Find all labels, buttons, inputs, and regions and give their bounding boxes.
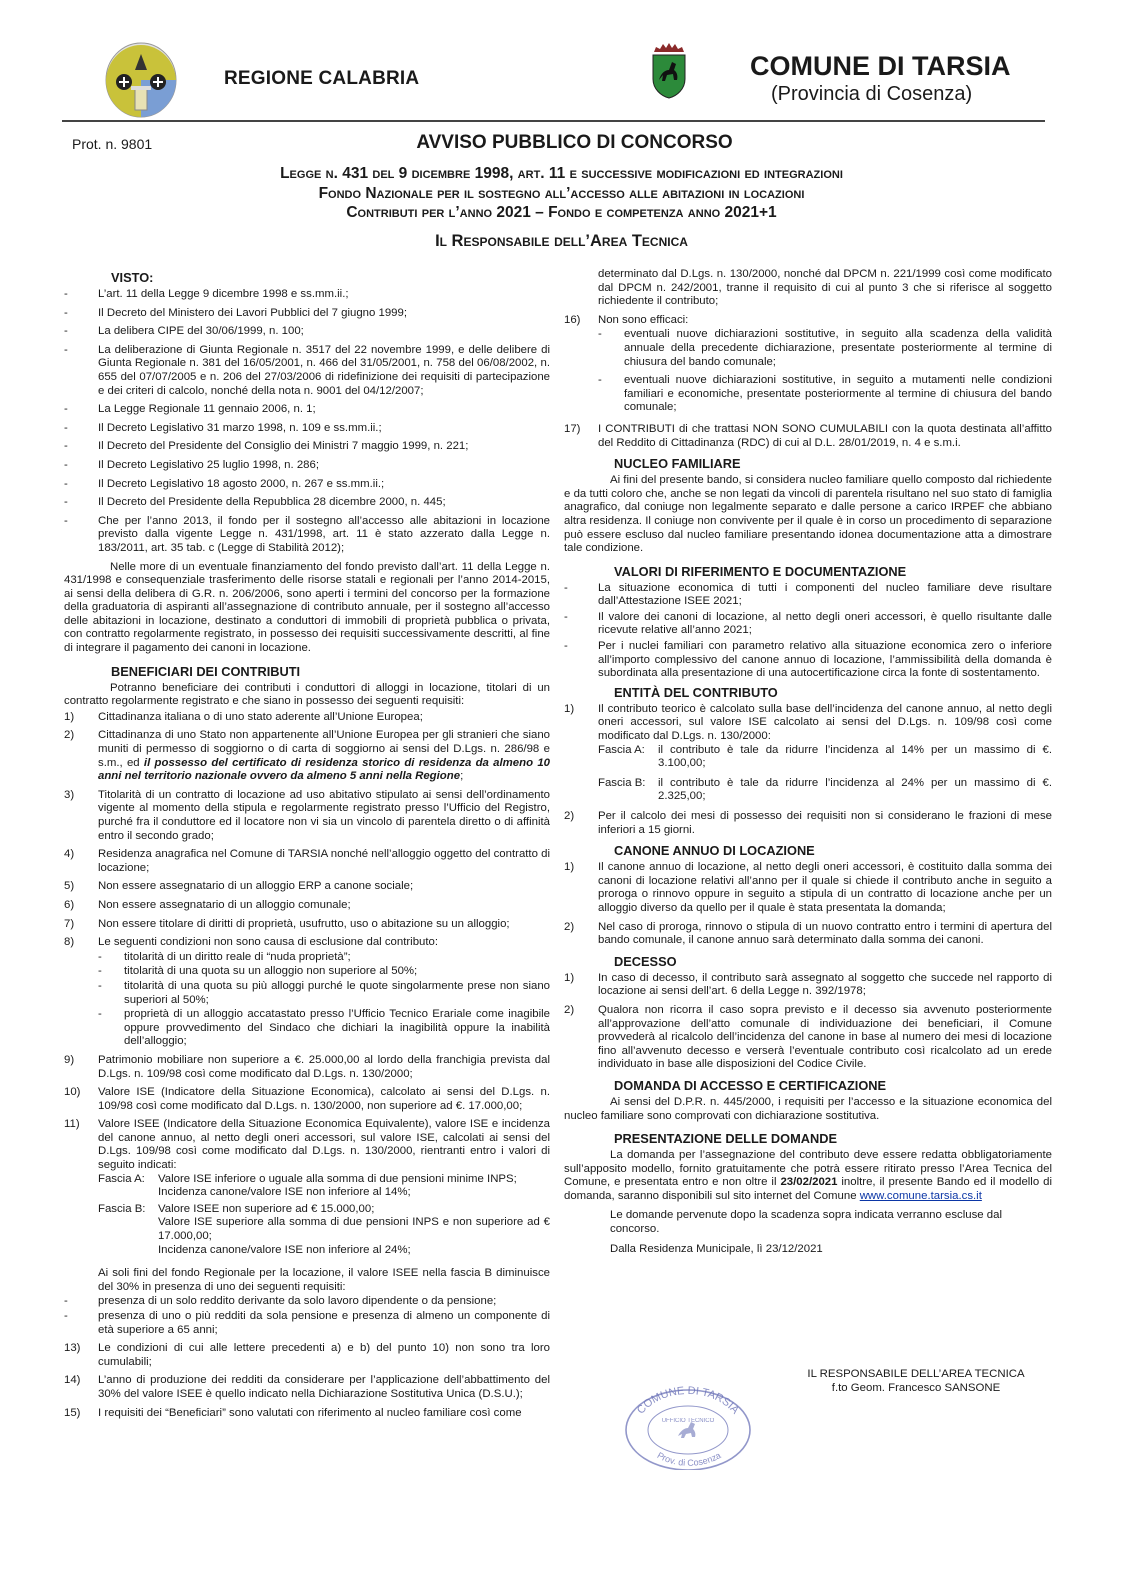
list-item: - La situazione economica di tutti i componenti del nucleo familiare deve risultare dall’Attestazione ISEE 2021; — [564, 581, 1052, 608]
region-name: REGIONE CALABRIA — [224, 68, 420, 89]
letterhead — [0, 0, 1123, 125]
list-item: 4) Residenza anagrafica nel Comune di TARSIA nonché nell’alloggio oggetto del contratto di locazione; — [64, 848, 550, 874]
list-item: 8) Le seguenti condizioni non sono causa di esclusione dal contributo: — [64, 936, 439, 949]
list-item: 13) Le condizioni di cui alle lettere precedenti a) e b) del punto 10) non sono tra loro cumulabili; — [64, 1342, 550, 1368]
list-item: 7) Non essere titolare di diritti di proprietà, usufrutto, uso o abitazione su un alloggio; — [64, 917, 510, 930]
stamp-bottom-text: Prov. di Cosenza — [655, 1450, 723, 1468]
list-item: - Per i nuclei familiari con parametro relativo alla situazione economica zero o inferiore all’importo complessivo del canone annuo di locazione, l’ammissibilità della domanda è subordinata alla presentazione di una autocertificazione circa la fonte di sostentamento. — [564, 640, 1052, 680]
header-divider — [62, 120, 1045, 122]
right-column — [564, 268, 1052, 1256]
protocol-number: Prot. n. 9801 — [72, 136, 153, 152]
entita-fascia-a: Fascia A: il contributo è tale da ridurre l’incidenza al 14% per un massimo di €. 3.100,00; — [598, 743, 1052, 770]
fascia-b-row: Incidenza canone/valore ISE non inferiore al 24%; — [158, 1243, 411, 1256]
presentazione-heading: PRESENTAZIONE DELLE DOMANDE — [614, 1131, 838, 1147]
list-subitem: - proprietà di un alloggio accatastato presso l’Ufficio Tecnico Erariale come inagibile oppure provvedimento del Sindaco che dichiari la inagibilità oppure la inabilità dell’alloggio; — [98, 1008, 550, 1048]
presentazione-paragraph: La domanda per l’assegnazione del contributo deve essere redatta obbligatoriamente sull’apposito modello, fornito gratuitamente che potrà essere ritirato presso l’Area Tecnica del Comune, e presentata entro e non oltre il 23/02/2021 inoltre, il presente Bando ed il modello di domanda, saranno disponibili sul sito internet del Comune www.comune.tarsia.cs.it — [564, 1149, 1052, 1202]
beneficiari-intro: Potranno beneficiare dei contributi i conduttori di alloggi in locazione, titolari di un contratto regolarmente registrato e che siano in possesso dei seguenti requisiti: — [64, 681, 550, 708]
nucleo-heading: NUCLEO FAMILIARE — [614, 456, 741, 472]
list-item: 2) Nel caso di proroga, rinnovo o stipula di un nuovo contratto entro i termini di apertura del bando comunale, il canone annuo sarà determinato dalla somma dei canoni. — [564, 920, 1052, 947]
stamp-horse-icon — [678, 1422, 695, 1438]
visto-heading: VISTO: — [111, 270, 154, 285]
entita-heading: ENTITÀ DEL CONTRIBUTO — [614, 684, 778, 700]
concorso-paragraph: Nelle more di un eventuale finanziamento del fondo previsto dall’art. 11 della Legge n. 431/1998 e consequenziale trasferimento delle risorse statali e regionali per l’anno 2014-2015, ai sensi della delibera di G.R. n. 206/2006, sono aperti i termini del concorso per la formazione della graduatoria di aspiranti all’assegnazione di contributo annuale, per il sostegno all’accesso delle abitazioni in locazione, destinato a conduttori di immobili di proprietà pubblica o privata, con contratto regolarmente registrato, in possesso dei requisiti successivamente descritti, al fine di integrare il pagamento dei canoni in locazione. — [64, 560, 550, 655]
left-column — [64, 270, 550, 1425]
comune-stamp — [622, 1386, 754, 1470]
list-item: - Il Decreto del Ministero dei Lavori Pubblici del 7 giugno 1999; — [64, 306, 407, 319]
notice-titles — [60, 132, 1063, 251]
list-item: 17) I CONTRIBUTI di che trattasi NON SONO CUMULABILI con la quota destinata all’affitto del Reddito di Cittadinanza (RDC) di cui al D.L. 28/01/2019, n. 4 e s.m.i. — [564, 422, 1052, 449]
decesso-heading: DECESSO — [614, 953, 677, 969]
fascia-a-row: Incidenza canone/valore ISE non inferiore al 14%; — [158, 1186, 411, 1199]
list-subitem: - titolarità di una quota su più alloggi purché le quote singolarmente prese non siano superiori al 50%; — [98, 979, 550, 1006]
list-item: 3) Titolarità di un contratto di locazione ad uso abitativo stipulato ai sensi dell’ordinamento vigente al momento della stipula e regolarmente registrato presso l’Ufficio del Registro, purché fra il conduttore ed il locatore non vi sia un vincolo di parentela diretto o di affinità entro il secondo grado; — [64, 788, 550, 842]
list-item: 16) Non sono efficaci: — [564, 313, 689, 326]
signature-block — [796, 1367, 1036, 1395]
list-item: - Il Decreto Legislativo 18 agosto 2000, n. 267 e ss.mm.ii.; — [64, 477, 385, 490]
notice-title-law: Legge n. 431 del 9 dicembre 1998, art. 11 e successive modificazioni ed integrazioni — [280, 165, 843, 182]
deadline-date: 23/02/2021 — [780, 1176, 838, 1189]
requisiti-list — [64, 711, 550, 1420]
list-item: 6) Non essere assegnatario di un alloggio comunale; — [64, 898, 351, 911]
fascia-b-row: Valore ISE superiore alla somma di due pensioni INPS e non superiore ad € 17.000,00; — [158, 1216, 550, 1243]
signature-name: f.to Geom. Francesco SANSONE — [831, 1382, 1001, 1394]
list-item: 2) Qualora non ricorra il caso sopra previsto e il decesso sia avvenuto posteriormente all’approvazione dell’atto comunale di individuazione dei beneficiari, il Comune provvederà al ricalcolo dell’incidenza del canone in base al numero dei mesi di locazione fino all’avvenuto decesso e verserà l’eventuale contributo così ricalcolato ad un erede individuato in base alle disposizioni del Codice Civile. — [564, 1003, 1052, 1071]
notice-issuer-title: Il Responsabile dell’Area Tecnica — [435, 231, 688, 250]
list-item: 5) Non essere assegnatario di un alloggio ERP a canone sociale; — [64, 880, 414, 893]
svg-text:Prov. di Cosenza — [655, 1450, 722, 1468]
list-subitem: - eventuali nuove dichiarazioni sostitutive, in seguito alla scadenza della validità annuale della precedente dichiarazione, presentate posteriormente al termine di chiusura del bando comunale; — [598, 328, 1052, 368]
escluse-note: Le domande pervenute dopo la scadenza sopra indicata verranno escluse dal concorso. — [610, 1209, 1002, 1236]
list-item: - Il Decreto del Presidente del Consiglio dei Ministri 7 maggio 1999, n. 221; — [64, 440, 469, 453]
domanda-heading: DOMANDA DI ACCESSO E CERTIFICAZIONE — [614, 1077, 887, 1093]
list-item: 9) Patrimonio mobiliare non superiore a €. 25.000,00 al lordo della franchigia prevista dal D.Lgs. n. 109/98 così come modificato dal D.Lgs. n. 130/2000; — [64, 1053, 550, 1080]
domanda-paragraph: Ai sensi del D.P.R. n. 445/2000, i requisiti per l’accesso e la situazione economica del nucleo familiare sono comprovati con dichiarazione sostitutiva. — [564, 1095, 1052, 1122]
list-item: - La delibera CIPE del 30/06/1999, n. 100; — [64, 325, 304, 338]
entita-fascia-b: Fascia B: il contributo è tale da ridurre l’incidenza al 24% per un massimo di €. 2.325,00; — [598, 776, 1052, 803]
list-subitem: - titolarità di una quota su un alloggio non superiore al 50%; — [98, 965, 418, 978]
visto-list — [64, 288, 550, 556]
notice-title-year: Contributi per l’anno 2021 – Fondo e competenza anno 2021+1 — [346, 204, 777, 221]
list-item: 15) I requisiti dei “Beneficiari” sono valutati con riferimento al nucleo familiare così come — [64, 1406, 522, 1419]
list-item: - Il valore dei canoni di locazione, al netto degli oneri accessori, è quello risultante dalle ricevute relative all’anno 2021; — [564, 610, 1052, 637]
notice-main-title: AVVISO PUBBLICO DI CONCORSO — [416, 132, 733, 153]
list-subitem: - eventuali nuove dichiarazioni sostitutive, in seguito a mutamenti nelle condizioni familiari e economiche, presentate posteriormente al termine di chiusura del bando comunale; — [598, 374, 1052, 414]
soli-fini-paragraph: Ai soli fini del fondo Regionale per la locazione, il valore ISEE nella fascia B diminuisce del 30% in presenza di uno dei seguenti requisiti: — [98, 1267, 550, 1293]
list-item: - Che per l’anno 2013, il fondo per il sostegno all’accesso alle abitazioni in locazione previsto dalla vigente Legge n. 431/1998, art. 11 è stato azzerato dalla Legge n. 183/2011, art. 35 tab. c (Legge di Stabilità 2012); — [64, 514, 550, 554]
list-subitem: - presenza di uno o più redditi da sola pensione e presenza di almeno un componente di età superiore a 65 anni; — [64, 1310, 550, 1336]
list-item: 1) Il contributo teorico è calcolato sulla base dell’incidenza del canone annuo, al netto degli oneri accessori, sul valore ISE calcolato ai sensi del D.Lgs. n. 109/98 così come modificato dal D.Lgs. n. 130/2000: — [564, 702, 1052, 743]
list-item: 11) Valore ISEE (Indicatore della Situazione Economica Equivalente), valore ISE e incidenza del canone annuo, al netto degli oneri accessori, sul valore ISE, calcolati ai sensi del D.Lgs. 109/98 così come modificato dal D.Lgs. n. 130/2000, rientranti entro i valori di seguito indicati: — [64, 1118, 550, 1172]
list-item: 10) Valore ISE (Indicatore della Situazione Economica), calcolato ai sensi del D.Lgs. n. 109/98 così come modificato dal D.Lgs. n. 130/2000, non superiore ad €. 17.000,00; — [64, 1086, 550, 1112]
list-item: - La deliberazione di Giunta Regionale n. 3517 del 22 novembre 1999, e delle delibere di Giunta Regionale n. 381 del 16/05/2001, n. 466 del 31/05/2001, n. 758 del 06/08/2002, n. 655 del 07/07/2005 e n. 206 del 27/03/2006 di ridefinizione dei requisiti di partecipazione e dei criteri di calcolo, nonché della nota n. 9001 del 04/12/2007; — [64, 343, 550, 397]
comune-website-link[interactable]: www.comune.tarsia.cs.it — [859, 1189, 982, 1202]
list-item: - Il Decreto Legislativo 25 luglio 1998, n. 286; — [64, 458, 319, 471]
list-item: 14) L’anno di produzione dei redditi da considerare per l’applicazione dell’abbattimento del 30% del valore ISEE è quello indicato nella Dichiarazione Sostitutiva Unica (D.S.U.); — [64, 1374, 550, 1400]
list-item: 2) Per il calcolo dei mesi di possesso dei requisiti non si considerano le frazioni di mese inferiori a 15 giorni. — [564, 810, 1052, 836]
regione-calabria-emblem-icon — [105, 42, 177, 118]
list-item: 1) Il canone annuo di locazione, al netto degli oneri accessori, è costituito dalla somma dei canoni di locazione relativi all’anno per il quale si chiede il contributo anche in seguito a proroga o rinnovo oppure in seguito a stipula di un contratto di locazione anche per un alloggio diverso da quello per il quale è stata presentata la domanda; — [564, 861, 1052, 914]
notice-title-fund: Fondo Nazionale per il sostegno all’accesso alle abitazioni in locazioni — [318, 184, 805, 202]
list-item: - L’art. 11 della Legge 9 dicembre 1998 e ss.mm.ii.; — [64, 288, 349, 300]
place-date: Dalla Residenza Municipale, lì 23/12/2021 — [610, 1242, 823, 1255]
list-item: - Il Decreto del Presidente della Repubblica 28 dicembre 2000, n. 445; — [64, 496, 446, 509]
list-subitem: - presenza di un solo reddito derivante da solo lavoro dipendente o da pensione; — [64, 1295, 497, 1308]
fascia-a-row: Fascia A: Valore ISE inferiore o uguale alla somma di due pensioni minime INPS; — [98, 1172, 517, 1185]
comune-province: (Provincia di Cosenza) — [771, 83, 973, 105]
nucleo-paragraph: Ai fini del presente bando, si considera nucleo familiare quello composto dal richiedente e da tutti coloro che, anche se non legati da vincoli di parentela risultano nel suo stato di famiglia anagrafico, dal coniuge non legalmente separato e dalle persone a carico IRPEF che abbiano altra residenza. Il coniuge non convivente per il quale è in corso un procedimento di separazione può essere escluso dal nucleo familiare presentando idonea documentazione atta a dimostrare tale condizione. — [564, 474, 1052, 555]
list-item: - Il Decreto Legislativo 31 marzo 1998, n. 109 e ss.mm.ii.; — [64, 421, 382, 434]
signature-title: IL RESPONSABILE DELL’AREA TECNICA — [807, 1368, 1025, 1380]
stamp-mid-text: UFFICIO TECNICO — [661, 1418, 715, 1424]
list-subitem: - titolarità di un diritto reale di “nuda proprietà”; — [98, 950, 351, 963]
canone-heading: CANONE ANNUO DI LOCAZIONE — [614, 843, 815, 859]
svg-text:COMUNE DI TARSIA — [635, 1386, 742, 1417]
stamp-top-text: COMUNE DI TARSIA — [634, 1386, 742, 1417]
valori-heading: VALORI DI RIFERIMENTO E DOCUMENTAZIONE — [614, 563, 907, 579]
list-item: 1) In caso di decesso, il contributo sarà assegnato al soggetto che succede nel rapporto di locazione ai sensi dell’art. 6 della Legge n. 392/1978; — [564, 971, 1052, 998]
list-item: - La Legge Regionale 11 gennaio 2006, n. 1; — [64, 403, 316, 416]
list-item: 2) Cittadinanza di uno Stato non appartenente all’Unione Europea per gli stranieri che siano muniti di permesso di soggiorno o di carta di soggiorno ai sensi del D.Lgs. n. 286/98 e s.m., ed il possesso del certificato di residenza storico di residenza da almeno 10 anni nel territorio nazionale ovvero da almeno 5 anni nella Regione; — [64, 729, 550, 783]
fascia-b-row: Fascia B: Valore ISEE non superiore ad € 15.000,00; — [98, 1202, 375, 1215]
list-item: 1) Cittadinanza italiana o di uno stato aderente all’Unione Europea; — [64, 710, 423, 723]
comune-name: COMUNE DI TARSIA — [750, 51, 1011, 81]
beneficiari-heading: BENEFICIARI DEI CONTRIBUTI — [111, 663, 301, 679]
comune-tarsia-crest-icon — [648, 40, 690, 100]
item15-continuation: determinato dal D.Lgs. n. 130/2000, nonché dal DPCM n. 221/1999 così come modificato dal DPCM n. 242/2001, tranne il requisito di cui al punto 3 che si riferisce al soggetto richiedente il contributo; — [598, 268, 1052, 308]
